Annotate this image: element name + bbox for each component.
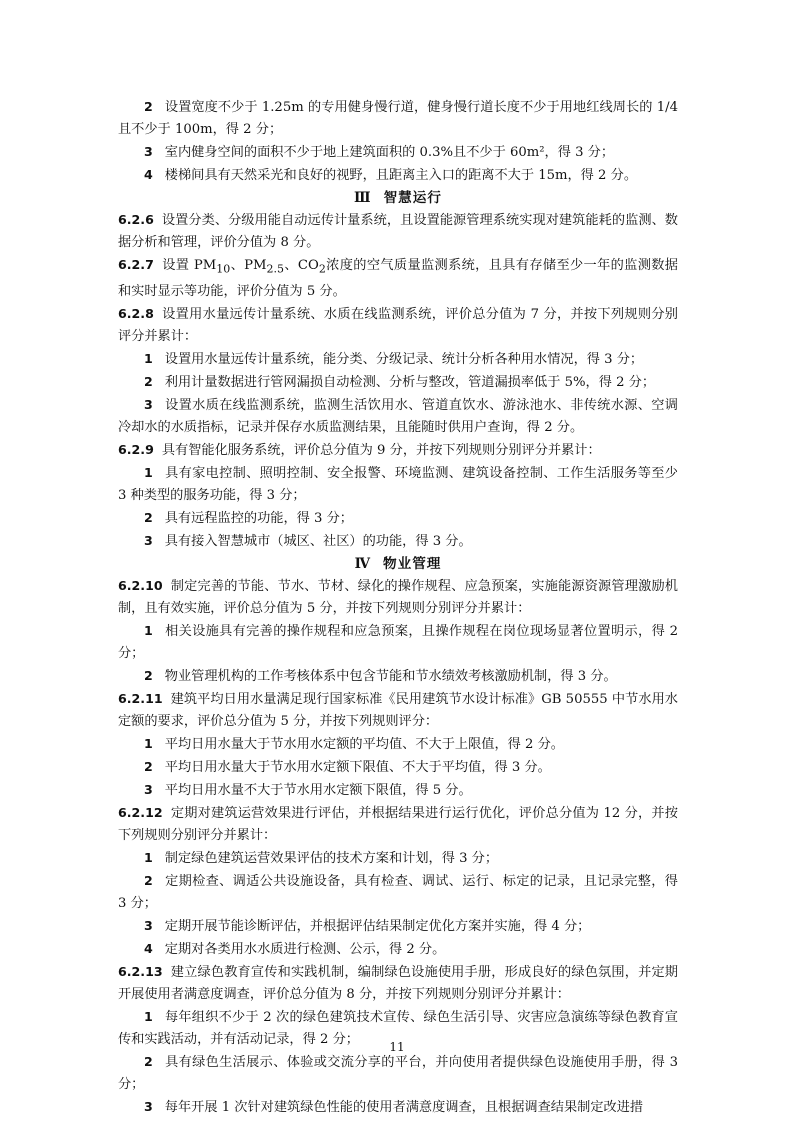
list-item: 3 室内健身空间的面积不少于地上建筑面积的 0.3%且不少于 60m²，得 3 分； (144, 144, 615, 160)
section-heading: Ⅲ 智慧运行 (354, 190, 442, 206)
list-item: 1 相关设施具有完善的操作规程和应急预案，且操作规程在岗位现场显著位置明示，得 2 分； (118, 622, 678, 661)
page-number: 11 (389, 1040, 405, 1054)
clause-6-2-12: 6.2.12 定期对建筑运营效果进行评估，并根据结果进行运行优化，评价总分值为 12 分，并按下列规则分别评分并累计： (118, 804, 678, 843)
list-item: 3 定期开展节能诊断评估，并根据评估结果制定优化方案并实施，得 4 分； (144, 917, 591, 934)
clause-6-2-6: 6.2.6 设置分类、分级用能自动远传计量系统，且设置能源管理系统实现对建筑能耗的监测、数据分析和管理，评价分值为 8 分。 (118, 212, 678, 250)
clause-6-2-8: 6.2.8 设置用水量远传计量系统、水质在线监测系统，评价总分值为 7 分，并按下列规则分别评分并累计： (118, 305, 678, 344)
list-item: 3 设置水质在线监测系统，监测生活饮用水、管道直饮水、游泳池水、非传统水源、空调冷却水的水质指标，记录并保存水质监测结果，且能随时供用户查询，得 2 分。 (118, 396, 678, 435)
clause-6-2-10: 6.2.10 制定完善的节能、节水、节材、绿化的操作规程、应急预案，实施能源资源管理激励机制，且有效实施，评价总分值为 5 分，并按下列规则分别评分并累计： (118, 577, 678, 616)
list-item: 1 具有家电控制、照明控制、安全报警、环境监测、建筑设备控制、工作生活服务等至少 3 种类型的服务功能，得 3 分； (118, 464, 678, 503)
document-body (118, 96, 678, 1119)
list-item: 1 平均日用水量大于节水用水定额的平均值、不大于上限值，得 2 分。 (144, 735, 564, 752)
list-item: 4 楼梯间具有天然采光和良好的视野，且距离主入口的距离不大于 15m，得 2 分。 (144, 167, 638, 183)
list-item: 1 制定绿色建筑运营效果评估的技术方案和计划，得 3 分； (144, 849, 499, 866)
list-item: 2 物业管理机构的工作考核体系中包含节能和节水绩效考核激励机制，得 3 分。 (144, 667, 617, 684)
clause-6-2-13: 6.2.13 建立绿色教育宣传和实践机制，编制绿色设施使用手册，形成良好的绿色氛围，并定期开展使用者满意度调查，评价总分值为 8 分，并按下列规则分别评分并累计： (118, 963, 678, 1002)
clause-6-2-7: 6.2.7 设置 $PM_{10}$、$PM_{2.5}$、$CO_2$浓度的空气质量监测系统，且具有存储至少一年的监测数据和实时显示等功能，评价分值为 5 分。 (118, 257, 678, 299)
list-item: 3 平均日用水量不大于节水用水定额下限值，得 5 分。 (144, 781, 472, 798)
list-item: 1 设置用水量远传计量系统，能分类、分级记录、统计分析各种用水情况，得 3 分； (144, 350, 644, 367)
list-item: 4 定期对各类用水水质进行检测、公示，得 2 分。 (144, 940, 446, 957)
list-item: 2 定期检查、调适公共设施设备，具有检查、调试、运行、标定的记录，且记录完整，得 3 分； (118, 872, 678, 911)
clause-6-2-9: 6.2.9 具有智能化服务系统，评价总分值为 9 分，并按下列规则分别评分并累计： (118, 441, 601, 458)
list-item: 1 每年组织不少于 2 次的绿色建筑技术宣传、绿色生活引导、灾害应急演练等绿色教育宣传和实践活动，并有活动记录，得 2 分； (118, 1008, 678, 1047)
section-heading: Ⅳ 物业管理 (354, 555, 442, 572)
list-item: 2 平均日用水量大于节水用水定额下限值、不大于平均值，得 3 分。 (144, 758, 551, 775)
list-item: 3 具有接入智慧城市（城区、社区）的功能，得 3 分。 (144, 532, 472, 549)
list-item: 2 利用计量数据进行管网漏损自动检测、分析与整改，管道漏损率低于 5%，得 2 分； (144, 373, 656, 390)
list-item: 3 每年开展 1 次针对建筑绿色性能的使用者满意度调查，且根据调查结果制定改进措 (144, 1098, 644, 1115)
clause-6-2-11: 6.2.11 建筑平均日用水量满足现行国家标准《民用建筑节水设计标准》GB 50555 中节水用水定额的要求，评价总分值为 5 分，并按下列规则评分： (118, 690, 678, 729)
list-item: 2 设置宽度不少于 1.25m 的专用健身慢行道，健身慢行道长度不少于用地红线周长的 1/4 且不少于 100m，得 2 分； (118, 99, 678, 137)
list-item: 2 具有远程监控的功能，得 3 分； (144, 509, 353, 526)
list-item: 2 具有绿色生活展示、体验或交流分享的平台，并向使用者提供绿色设施使用手册，得 3 分； (118, 1053, 678, 1092)
